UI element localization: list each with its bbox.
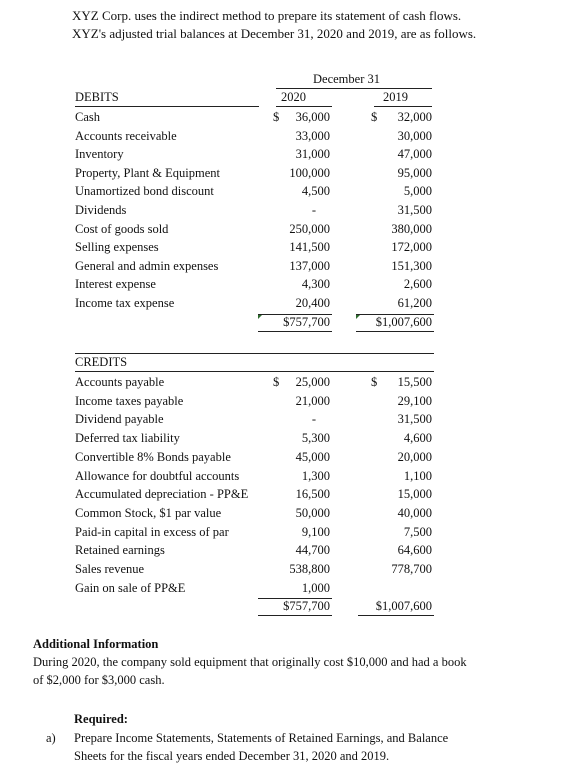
- required-line-2: Sheets for the fiscal years ended December 31, 2020 and 2019.: [74, 749, 390, 763]
- row-label: Income taxes payable: [75, 393, 184, 408]
- value-2020: 4,500: [301, 184, 330, 199]
- period-header: December 31: [313, 72, 380, 86]
- value-2020: 31,000: [295, 147, 330, 162]
- value-2019: 47,000: [397, 147, 432, 162]
- debits-total-2019: $1,007,600: [375, 315, 432, 329]
- row-label: Unamortized bond discount: [75, 184, 214, 199]
- value-2019: 64,600: [397, 543, 432, 558]
- debits-total-underline-2019: [356, 331, 434, 332]
- additional-info-line-1: During 2020, the company sold equipment that originally cost $10,000 and had a book: [33, 655, 467, 669]
- row-label: Dividends: [75, 203, 127, 217]
- credits-total-underline-2019: [358, 615, 434, 616]
- row-label: Paid-in capital in excess of par: [75, 524, 229, 539]
- year-2020-underline: [276, 106, 332, 107]
- year-2020-header: 2020: [281, 90, 306, 104]
- value-2019: 30,000: [397, 128, 432, 143]
- credits-total-2020: $757,700: [283, 599, 330, 613]
- row-label: Deferred tax liability: [75, 431, 180, 446]
- intro-line-1: XYZ Corp. uses the indirect method to prepare its statement of cash flows.: [72, 8, 462, 23]
- dollar-sign-2020: $: [273, 375, 280, 389]
- value-2019: 61,200: [397, 296, 432, 310]
- intro-line-2: XYZ's adjusted trial balances at December 31, 2020 and 2019, are as follows.: [72, 26, 477, 41]
- value-2020: -: [311, 203, 316, 217]
- dollar-sign-2020: $: [273, 110, 280, 124]
- value-2019: 32,000: [397, 110, 432, 124]
- value-2019: 151,300: [391, 258, 432, 273]
- value-2019: 778,700: [391, 562, 432, 576]
- row-label: General and admin expenses: [75, 258, 219, 273]
- row-label: Gain on sale of PP&E: [75, 580, 186, 595]
- credits-total-2019: $1,007,600: [375, 599, 432, 613]
- row-label: Accounts receivable: [75, 128, 177, 143]
- row-label: Accumulated depreciation - PP&E: [75, 487, 249, 502]
- value-2019: 2,600: [403, 277, 432, 292]
- value-2020: 250,000: [289, 221, 330, 236]
- value-2019: 15,000: [397, 487, 432, 502]
- value-2019: 20,000: [397, 449, 432, 464]
- year-2019-header: 2019: [383, 90, 408, 104]
- value-2020: 137,000: [289, 258, 330, 273]
- debits-title-underline: [75, 106, 259, 107]
- year-2019-underline: [374, 106, 432, 107]
- value-2020: 25,000: [295, 375, 330, 389]
- value-2020: 44,700: [295, 543, 330, 558]
- required-line-1: Prepare Income Statements, Statements of Retained Earnings, and Balance: [74, 731, 449, 745]
- value-2019: 4,600: [403, 431, 432, 446]
- additional-info-title: Additional Information: [33, 637, 159, 651]
- row-label: Cost of goods sold: [75, 221, 169, 236]
- row-label: Sales revenue: [75, 562, 145, 576]
- row-label: Dividend payable: [75, 412, 164, 427]
- row-label: Allowance for doubtful accounts: [75, 468, 240, 483]
- value-2020: 16,500: [295, 487, 330, 502]
- value-2020: 538,800: [289, 562, 330, 576]
- value-2020: 1,000: [301, 580, 330, 595]
- credits-total-underline-2020: [258, 615, 332, 616]
- row-label: Income tax expense: [75, 296, 175, 310]
- value-2020: 45,000: [295, 449, 330, 464]
- debits-title: DEBITS: [75, 90, 119, 104]
- row-label: Inventory: [75, 147, 124, 162]
- row-label: Accounts payable: [75, 375, 165, 389]
- value-2020: 36,000: [295, 110, 330, 124]
- required-title: Required:: [74, 712, 128, 726]
- row-label: Interest expense: [75, 277, 156, 292]
- value-2020: -: [311, 412, 316, 427]
- row-label: Property, Plant & Equipment: [75, 165, 221, 180]
- value-2020: 9,100: [301, 524, 330, 539]
- value-2020: 20,400: [295, 296, 330, 310]
- value-2019: 31,500: [397, 203, 432, 217]
- value-2019: 172,000: [391, 240, 432, 255]
- debits-total-2020: $757,700: [283, 315, 330, 329]
- period-header-underline: [276, 88, 432, 89]
- value-2019: 40,000: [397, 505, 432, 520]
- value-2020: 21,000: [295, 393, 330, 408]
- value-2019: 29,100: [397, 393, 432, 408]
- row-label: Retained earnings: [75, 543, 165, 558]
- value-2020: 141,500: [289, 240, 330, 255]
- value-2020: 33,000: [295, 128, 330, 143]
- value-2019: 1,100: [403, 468, 432, 483]
- row-label: Common Stock, $1 par value: [75, 505, 222, 520]
- value-2019: 95,000: [397, 165, 432, 180]
- row-label: Cash: [75, 110, 100, 124]
- value-2020: 100,000: [289, 165, 330, 180]
- value-2019: 7,500: [403, 524, 432, 539]
- value-2020: 50,000: [295, 505, 330, 520]
- dollar-sign-2019: $: [371, 110, 378, 124]
- additional-info-line-2: of $2,000 for $3,000 cash.: [33, 673, 165, 687]
- row-label: Selling expenses: [75, 240, 159, 255]
- row-label: Convertible 8% Bonds payable: [75, 449, 231, 464]
- value-2019: 31,500: [397, 412, 432, 427]
- credits-title-underline: [75, 371, 434, 372]
- credits-title: CREDITS: [75, 355, 128, 369]
- required-marker: a): [46, 731, 56, 745]
- debits-total-underline-2020: [258, 331, 332, 332]
- credits-top-rule: [75, 353, 434, 354]
- cell-marker: [258, 315, 262, 319]
- dollar-sign-2019: $: [371, 375, 378, 389]
- value-2020: 5,300: [301, 431, 330, 446]
- value-2020: 4,300: [301, 277, 330, 292]
- value-2019: 5,000: [403, 184, 432, 199]
- cell-marker: [356, 315, 360, 319]
- value-2020: 1,300: [301, 468, 330, 483]
- value-2019: 15,500: [397, 375, 432, 389]
- value-2019: 380,000: [391, 221, 432, 236]
